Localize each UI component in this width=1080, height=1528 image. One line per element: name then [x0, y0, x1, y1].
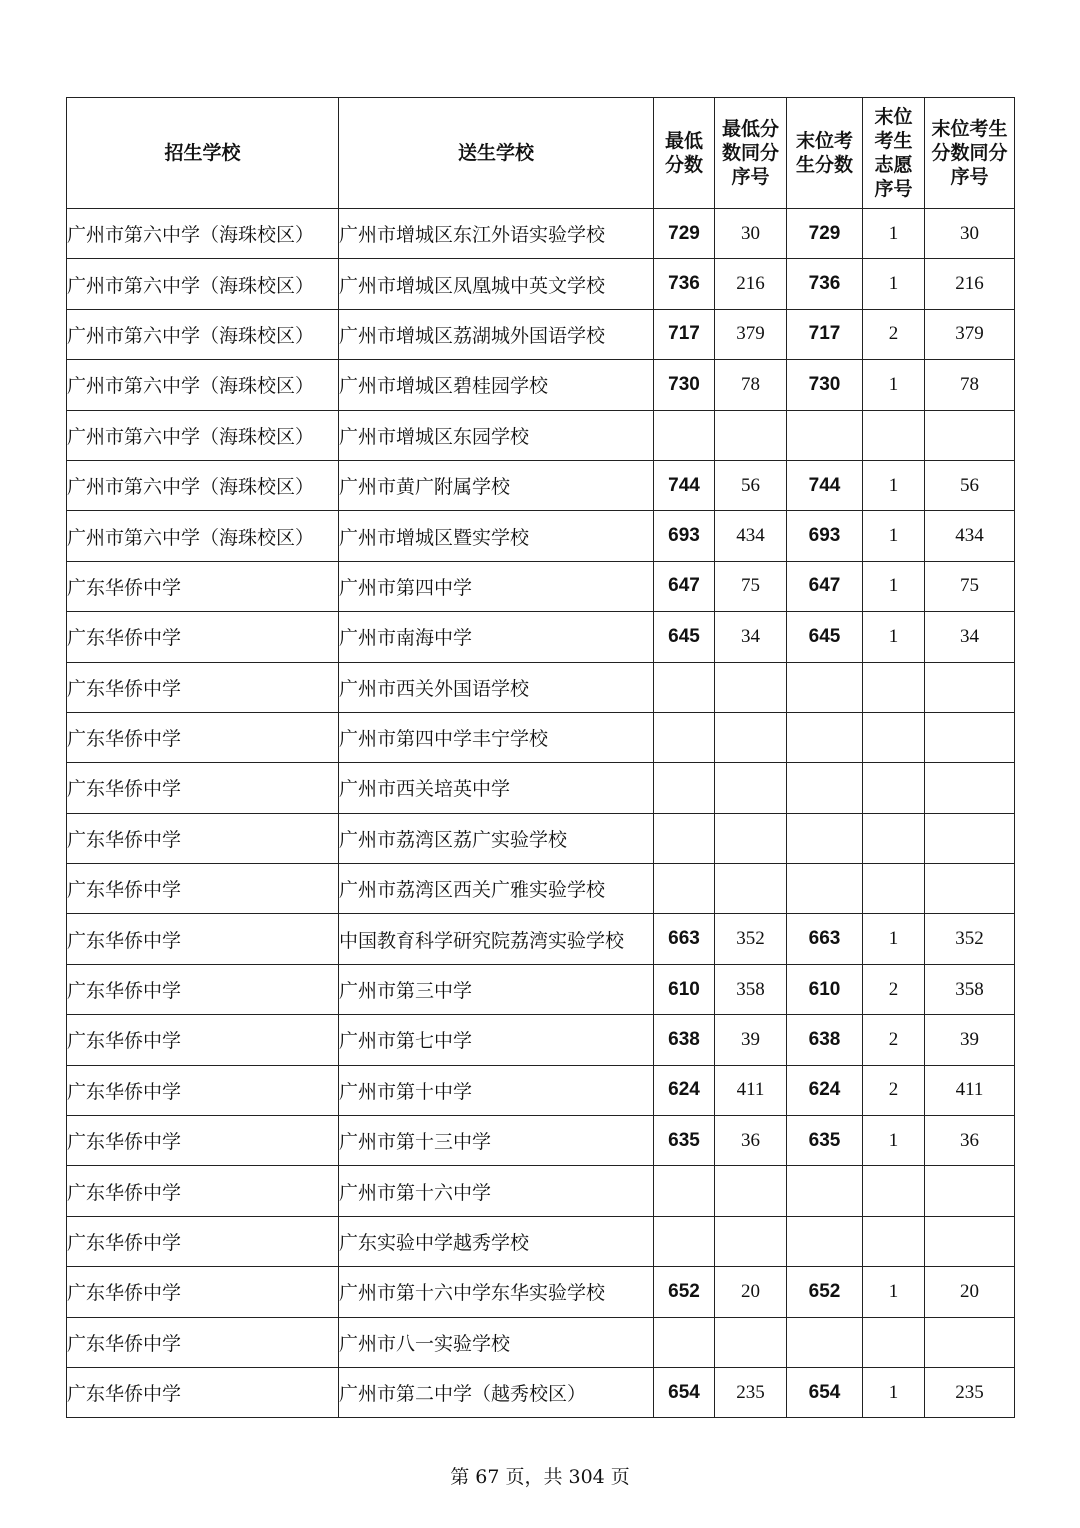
cell-min-score-rank: 56 [715, 460, 787, 510]
admission-table-container [66, 97, 1014, 1418]
cell-last-score: 717 [787, 309, 863, 359]
cell-sending-school: 广州市增城区东江外语实验学校 [339, 209, 654, 259]
cell-min-score [654, 712, 715, 762]
table-row [67, 360, 1015, 410]
cell-last-score [787, 763, 863, 813]
table-row [67, 1216, 1015, 1266]
cell-sending-school: 广州市西关外国语学校 [339, 662, 654, 712]
cell-min-score-rank: 352 [715, 914, 787, 964]
cell-sending-school: 广州市增城区凤凰城中英文学校 [339, 259, 654, 309]
cell-min-score: 729 [654, 209, 715, 259]
cell-last-score: 635 [787, 1116, 863, 1166]
table-row [67, 964, 1015, 1014]
cell-enrolling-school: 广东华侨中学 [67, 1317, 339, 1367]
cell-min-score-rank [715, 1166, 787, 1216]
cell-last-score-rank: 411 [925, 1065, 1015, 1115]
cell-last-choice-order: 2 [863, 1065, 925, 1115]
cell-min-score-rank [715, 662, 787, 712]
cell-min-score [654, 864, 715, 914]
cell-last-score-rank [925, 864, 1015, 914]
cell-last-score [787, 1317, 863, 1367]
cell-last-score: 652 [787, 1267, 863, 1317]
cell-sending-school: 广州市第四中学丰宁学校 [339, 712, 654, 762]
cell-sending-school: 广州市第二中学（越秀校区） [339, 1367, 654, 1417]
cell-last-choice-order [863, 1216, 925, 1266]
cell-enrolling-school: 广州市第六中学（海珠校区） [67, 410, 339, 460]
cell-last-score: 647 [787, 561, 863, 611]
table-row [67, 864, 1015, 914]
cell-last-score-rank: 352 [925, 914, 1015, 964]
cell-min-score-rank: 36 [715, 1116, 787, 1166]
cell-min-score: 645 [654, 612, 715, 662]
cell-last-score: 729 [787, 209, 863, 259]
cell-min-score: 717 [654, 309, 715, 359]
cell-min-score [654, 410, 715, 460]
cell-min-score: 736 [654, 259, 715, 309]
cell-min-score: 652 [654, 1267, 715, 1317]
cell-last-score-rank [925, 1216, 1015, 1266]
cell-enrolling-school: 广东华侨中学 [67, 864, 339, 914]
header-last-score-rank: 末位考生 分数同分 序号 [925, 98, 1015, 209]
cell-min-score: 635 [654, 1116, 715, 1166]
cell-last-score: 654 [787, 1367, 863, 1417]
cell-min-score-rank: 434 [715, 511, 787, 561]
cell-min-score: 624 [654, 1065, 715, 1115]
cell-last-score-rank: 434 [925, 511, 1015, 561]
cell-last-choice-order [863, 1317, 925, 1367]
cell-last-choice-order: 1 [863, 511, 925, 561]
table-row [67, 813, 1015, 863]
cell-last-score-rank [925, 410, 1015, 460]
cell-last-score: 693 [787, 511, 863, 561]
cell-last-score: 610 [787, 964, 863, 1014]
cell-min-score: 647 [654, 561, 715, 611]
cell-last-score: 744 [787, 460, 863, 510]
cell-last-choice-order: 2 [863, 1015, 925, 1065]
table-row [67, 410, 1015, 460]
cell-last-choice-order: 1 [863, 360, 925, 410]
header-last-score: 末位考 生分数 [787, 98, 863, 209]
cell-min-score: 730 [654, 360, 715, 410]
cell-enrolling-school: 广东华侨中学 [67, 1015, 339, 1065]
table-body [67, 209, 1015, 1418]
cell-min-score-rank [715, 763, 787, 813]
cell-last-score-rank [925, 1317, 1015, 1367]
cell-last-score-rank: 216 [925, 259, 1015, 309]
table-row [67, 712, 1015, 762]
cell-sending-school: 广州市荔湾区西关广雅实验学校 [339, 864, 654, 914]
table-row [67, 763, 1015, 813]
cell-min-score-rank: 75 [715, 561, 787, 611]
page-number: 第 67 页，共 304 页 [450, 1466, 630, 1488]
cell-last-choice-order: 2 [863, 964, 925, 1014]
cell-sending-school: 广东实验中学越秀学校 [339, 1216, 654, 1266]
cell-last-choice-order: 1 [863, 259, 925, 309]
cell-last-score [787, 864, 863, 914]
cell-last-score-rank: 358 [925, 964, 1015, 1014]
cell-enrolling-school: 广东华侨中学 [67, 1367, 339, 1417]
cell-enrolling-school: 广州市第六中学（海珠校区） [67, 259, 339, 309]
cell-last-score [787, 1166, 863, 1216]
cell-sending-school: 广州市第十三中学 [339, 1116, 654, 1166]
cell-last-choice-order: 1 [863, 209, 925, 259]
table-row [67, 511, 1015, 561]
cell-enrolling-school: 广东华侨中学 [67, 612, 339, 662]
table-row [67, 1367, 1015, 1417]
cell-last-score [787, 813, 863, 863]
cell-last-score [787, 712, 863, 762]
cell-last-choice-order: 1 [863, 561, 925, 611]
table-header-row [67, 98, 1015, 209]
cell-sending-school: 广州市西关培英中学 [339, 763, 654, 813]
cell-sending-school: 广州市南海中学 [339, 612, 654, 662]
cell-min-score [654, 1317, 715, 1367]
header-sending-school: 送生学校 [339, 98, 654, 209]
cell-sending-school: 广州市第十六中学 [339, 1166, 654, 1216]
cell-enrolling-school: 广东华侨中学 [67, 763, 339, 813]
cell-sending-school: 广州市第三中学 [339, 964, 654, 1014]
cell-last-choice-order [863, 763, 925, 813]
cell-last-choice-order: 2 [863, 309, 925, 359]
cell-enrolling-school: 广州市第六中学（海珠校区） [67, 460, 339, 510]
table-row [67, 209, 1015, 259]
cell-sending-school: 广州市第十六中学东华实验学校 [339, 1267, 654, 1317]
cell-min-score [654, 1216, 715, 1266]
cell-last-score-rank [925, 662, 1015, 712]
header-min-score: 最低 分数 [654, 98, 715, 209]
table-row [67, 1015, 1015, 1065]
cell-min-score-rank: 20 [715, 1267, 787, 1317]
cell-enrolling-school: 广东华侨中学 [67, 1116, 339, 1166]
cell-sending-school: 广州市增城区东园学校 [339, 410, 654, 460]
cell-last-choice-order [863, 813, 925, 863]
cell-last-score-rank: 56 [925, 460, 1015, 510]
cell-last-score-rank: 75 [925, 561, 1015, 611]
cell-last-score-rank: 36 [925, 1116, 1015, 1166]
cell-min-score-rank: 411 [715, 1065, 787, 1115]
cell-last-score: 736 [787, 259, 863, 309]
cell-min-score-rank: 379 [715, 309, 787, 359]
cell-last-score-rank: 39 [925, 1015, 1015, 1065]
header-last-choice-order: 末位 考生 志愿 序号 [863, 98, 925, 209]
cell-enrolling-school: 广州市第六中学（海珠校区） [67, 309, 339, 359]
cell-last-choice-order: 1 [863, 1267, 925, 1317]
cell-last-score-rank: 78 [925, 360, 1015, 410]
table-row [67, 662, 1015, 712]
cell-sending-school: 广州市增城区荔湖城外国语学校 [339, 309, 654, 359]
cell-last-score-rank [925, 763, 1015, 813]
table-row [67, 1267, 1015, 1317]
cell-enrolling-school: 广州市第六中学（海珠校区） [67, 511, 339, 561]
cell-sending-school: 广州市第七中学 [339, 1015, 654, 1065]
table-row [67, 259, 1015, 309]
cell-min-score-rank: 358 [715, 964, 787, 1014]
cell-sending-school: 广州市荔湾区荔广实验学校 [339, 813, 654, 863]
cell-last-score [787, 1216, 863, 1266]
cell-min-score-rank [715, 1216, 787, 1266]
cell-enrolling-school: 广东华侨中学 [67, 1166, 339, 1216]
cell-enrolling-school: 广东华侨中学 [67, 1267, 339, 1317]
cell-min-score: 693 [654, 511, 715, 561]
cell-min-score: 638 [654, 1015, 715, 1065]
cell-min-score-rank [715, 410, 787, 460]
cell-last-choice-order [863, 712, 925, 762]
cell-last-score-rank: 20 [925, 1267, 1015, 1317]
cell-min-score [654, 763, 715, 813]
cell-last-choice-order [863, 410, 925, 460]
cell-min-score: 744 [654, 460, 715, 510]
table-row [67, 914, 1015, 964]
header-min-score-rank: 最低分 数同分 序号 [715, 98, 787, 209]
cell-last-score [787, 662, 863, 712]
cell-sending-school: 广州市第十中学 [339, 1065, 654, 1115]
cell-last-choice-order: 1 [863, 460, 925, 510]
cell-last-score: 645 [787, 612, 863, 662]
cell-enrolling-school: 广东华侨中学 [67, 964, 339, 1014]
cell-enrolling-school: 广州市第六中学（海珠校区） [67, 360, 339, 410]
cell-min-score: 610 [654, 964, 715, 1014]
cell-last-score-rank: 30 [925, 209, 1015, 259]
cell-sending-school: 广州市增城区碧桂园学校 [339, 360, 654, 410]
cell-sending-school: 中国教育科学研究院荔湾实验学校 [339, 914, 654, 964]
cell-min-score-rank [715, 1317, 787, 1367]
admission-table [66, 97, 1015, 1418]
cell-last-choice-order: 1 [863, 1367, 925, 1417]
cell-last-choice-order: 1 [863, 612, 925, 662]
cell-sending-school: 广州市八一实验学校 [339, 1317, 654, 1367]
cell-min-score-rank: 34 [715, 612, 787, 662]
table-row [67, 561, 1015, 611]
cell-last-score: 624 [787, 1065, 863, 1115]
cell-last-score-rank [925, 1166, 1015, 1216]
cell-sending-school: 广州市增城区暨实学校 [339, 511, 654, 561]
table-row [67, 460, 1015, 510]
table-row [67, 1116, 1015, 1166]
cell-last-score-rank: 34 [925, 612, 1015, 662]
cell-enrolling-school: 广东华侨中学 [67, 813, 339, 863]
cell-sending-school: 广州市黄广附属学校 [339, 460, 654, 510]
cell-min-score [654, 662, 715, 712]
cell-min-score-rank [715, 712, 787, 762]
cell-enrolling-school: 广东华侨中学 [67, 712, 339, 762]
cell-min-score [654, 813, 715, 863]
cell-enrolling-school: 广东华侨中学 [67, 662, 339, 712]
table-row [67, 309, 1015, 359]
cell-last-choice-order [863, 1166, 925, 1216]
cell-last-score: 638 [787, 1015, 863, 1065]
header-enrolling-school: 招生学校 [67, 98, 339, 209]
cell-min-score-rank: 78 [715, 360, 787, 410]
cell-min-score-rank: 235 [715, 1367, 787, 1417]
cell-last-score [787, 410, 863, 460]
table-row [67, 1065, 1015, 1115]
cell-sending-school: 广州市第四中学 [339, 561, 654, 611]
cell-min-score: 654 [654, 1367, 715, 1417]
cell-enrolling-school: 广东华侨中学 [67, 561, 339, 611]
cell-last-choice-order [863, 662, 925, 712]
table-row [67, 1166, 1015, 1216]
cell-enrolling-school: 广东华侨中学 [67, 1065, 339, 1115]
cell-min-score-rank: 30 [715, 209, 787, 259]
cell-last-score-rank [925, 813, 1015, 863]
cell-min-score-rank [715, 813, 787, 863]
cell-min-score-rank: 39 [715, 1015, 787, 1065]
cell-last-score-rank: 379 [925, 309, 1015, 359]
cell-last-score-rank: 235 [925, 1367, 1015, 1417]
cell-min-score [654, 1166, 715, 1216]
cell-enrolling-school: 广东华侨中学 [67, 1216, 339, 1266]
cell-last-score: 663 [787, 914, 863, 964]
cell-last-choice-order: 1 [863, 1116, 925, 1166]
cell-min-score: 663 [654, 914, 715, 964]
cell-enrolling-school: 广东华侨中学 [67, 914, 339, 964]
table-row [67, 1317, 1015, 1367]
cell-last-score-rank [925, 712, 1015, 762]
table-row [67, 612, 1015, 662]
cell-last-score: 730 [787, 360, 863, 410]
cell-last-choice-order: 1 [863, 914, 925, 964]
cell-min-score-rank: 216 [715, 259, 787, 309]
cell-min-score-rank [715, 864, 787, 914]
cell-last-choice-order [863, 864, 925, 914]
cell-enrolling-school: 广州市第六中学（海珠校区） [67, 209, 339, 259]
